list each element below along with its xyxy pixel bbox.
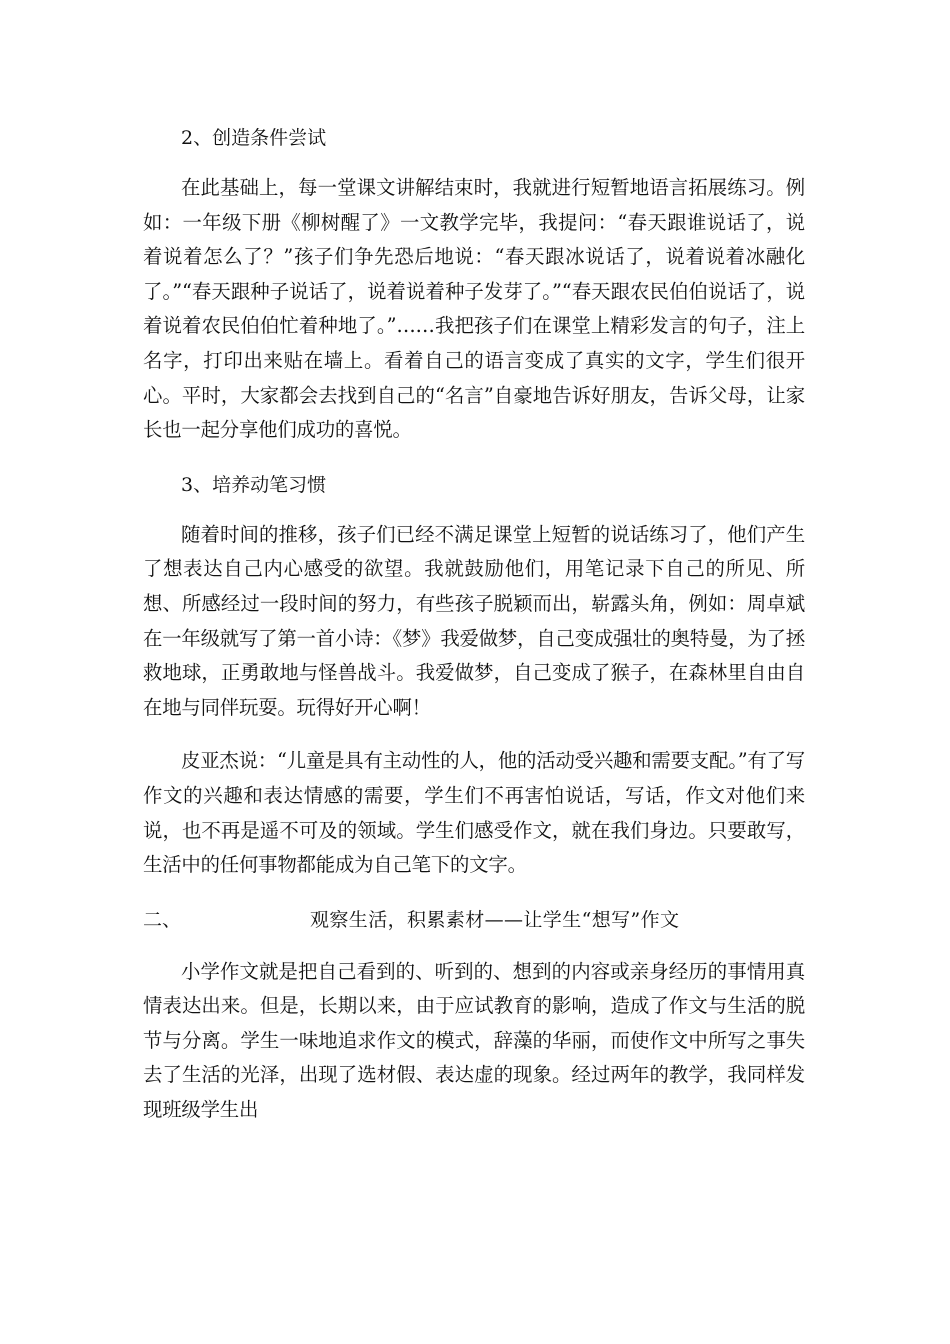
section-title-text: 观察生活，积累素材——让学生“想写”作文 [310,908,680,931]
paragraph-language-practice: 在此基础上，每一堂课文讲解结束时，我就进行短暂地语言拓展练习。例如：一年级下册《柳树醒了》一文教学完毕，我提问：“春天跟谁说话了，说着说着怎么了？”孩子们争先恐后地说：“春天跟冰说话了，说着说着冰融化了。”“春天跟种子说话了，说着说着种子发芽了。”“春天跟农民伯伯说话了，说着说着农民伯伯忙着种地了。”……我把孩子们在课堂上精彩发言的句子，注上名字，打印出来贴在墙上。看着自己的语言变成了真实的文字，学生们很开心。平时，大家都会去找到自己的“名言”自豪地告诉好朋友，告诉父母，让家长也一起分享他们成功的喜悦。 [143,176,805,442]
paragraph-observe-life: 小学作文就是把自己看到的、听到的、想到的内容或亲身经历的事情用真情表达出来。但是，长期以来，由于应试教育的影响，造成了作文与生活的脱节与分离。学生一味地追求作文的模式，辞藻的华丽，而使作文中所写之事失去了生活的光泽，出现了选材假、表达虚的现象。经过两年的教学，我同样发现班级学生出 [143,959,805,1122]
document-body [143,120,805,1147]
subheading-writing-habit: 3、培养动笔习惯 [181,473,327,496]
paragraph-piaget-quote: 皮亚杰说：“儿童是具有主动性的人，他的活动受兴趣和需要支配。”有了写作文的兴趣和表达情感的需要，学生们不再害怕说话，写话，作文对他们来说，也不再是遥不可及的领域。学生们感受作文，就在我们身边。只要敢写，生活中的任何事物都能成为自己笔下的文字。 [143,749,805,877]
subheading-create-conditions: 2、创造条件尝试 [181,127,327,149]
section-number: 二、 [143,908,182,931]
section-heading-two [143,902,805,938]
paragraph-writing-encouragement: 随着时间的推移，孩子们已经不满足课堂上短暂的说话练习了，他们产生了想表达自己内心感受的欲望。我就鼓励他们，用笔记录下自己的所见、所想、所感经过一段时间的努力，有些孩子脱颖而出，崭露头角，例如：周卓斌在一年级就写了第一首小诗：《梦》我爱做梦，自己变成强壮的奥特曼，为了拯救地球，正勇敢地与怪兽战斗。我爱做梦，自己变成了猴子，在森林里自由自在地与同伴玩耍。玩得好开心啊！ [143,522,805,719]
